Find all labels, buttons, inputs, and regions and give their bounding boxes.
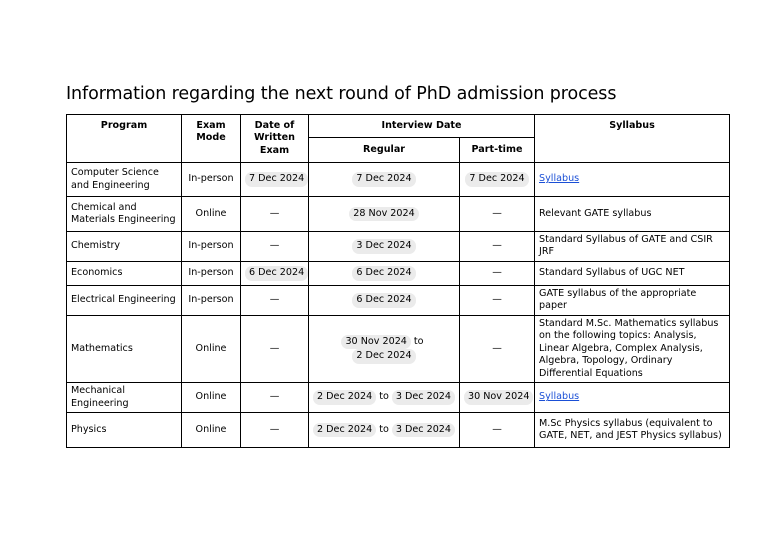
table-row <box>67 315 730 382</box>
regular-interview-cell <box>309 232 460 262</box>
program-cell: Economics <box>67 261 182 285</box>
exam-mode-cell: Online <box>182 413 241 448</box>
header-exam-mode: Exam Mode <box>182 115 241 163</box>
date-chip: 6 Dec 2024 <box>245 266 308 280</box>
syllabus-cell: Standard Syllabus of GATE and CSIR JRF <box>535 232 730 262</box>
page-title: Information regarding the next round of PhD admission process <box>66 84 617 104</box>
range-separator: to <box>413 335 424 347</box>
table-row <box>67 285 730 315</box>
exam-mode-cell: In-person <box>182 163 241 197</box>
range-separator: to <box>379 423 389 435</box>
exam-mode-cell: In-person <box>182 285 241 315</box>
table-row <box>67 383 730 413</box>
exam-mode-cell: In-person <box>182 232 241 262</box>
syllabus-cell: M.Sc Physics syllabus (equivalent to GATE, NET, and JEST Physics syllabus) <box>535 413 730 448</box>
program-cell: Mathematics <box>67 315 182 382</box>
date-chip: 7 Dec 2024 <box>465 172 528 186</box>
date-chip: 3 Dec 2024 <box>352 239 415 253</box>
regular-interview-cell <box>309 261 460 285</box>
part-time-interview-cell: — <box>460 285 535 315</box>
table-row <box>67 261 730 285</box>
written-exam-date-cell: — <box>241 413 309 448</box>
syllabus-cell: Standard M.Sc. Mathematics syllabus on the following topics: Analysis, Linear Algebra, Complex Analysis, Algebra, Topology, Ordinary Differential Equations <box>535 315 730 382</box>
written-exam-date-cell: — <box>241 383 309 413</box>
part-time-interview-cell <box>460 383 535 413</box>
regular-interview-cell <box>309 285 460 315</box>
regular-interview-cell <box>309 163 460 197</box>
syllabus-cell <box>535 163 730 197</box>
part-time-interview-cell: — <box>460 315 535 382</box>
regular-interview-cell <box>309 315 460 382</box>
syllabus-link[interactable]: Syllabus <box>539 391 580 403</box>
date-chip: 28 Nov 2024 <box>349 207 418 221</box>
part-time-interview-cell: — <box>460 197 535 232</box>
table-row <box>67 232 730 262</box>
written-exam-date-cell: — <box>241 197 309 232</box>
date-chip: 30 Nov 2024 <box>464 390 533 404</box>
syllabus-cell <box>535 383 730 413</box>
header-syllabus: Syllabus <box>535 115 730 163</box>
part-time-interview-cell <box>460 163 535 197</box>
written-exam-date-cell: — <box>241 315 309 382</box>
date-chip: 7 Dec 2024 <box>245 172 308 186</box>
exam-mode-cell: Online <box>182 315 241 382</box>
header-regular: Regular <box>309 138 460 163</box>
header-part-time: Part-time <box>460 138 535 163</box>
written-exam-date-cell: — <box>241 232 309 262</box>
table-row <box>67 163 730 197</box>
program-cell: Mechanical Engineering <box>67 383 182 413</box>
syllabus-cell: Standard Syllabus of UGC NET <box>535 261 730 285</box>
written-exam-date-cell: — <box>241 285 309 315</box>
range-separator: to <box>379 391 389 403</box>
written-exam-date-cell <box>241 261 309 285</box>
program-cell: Chemical and Materials Engineering <box>67 197 182 232</box>
regular-interview-cell <box>309 383 460 413</box>
program-cell: Physics <box>67 413 182 448</box>
part-time-interview-cell: — <box>460 413 535 448</box>
date-chip: 6 Dec 2024 <box>352 293 415 307</box>
written-exam-date-cell <box>241 163 309 197</box>
date-chip: 3 Dec 2024 <box>392 390 455 404</box>
date-chip: 30 Nov 2024 <box>341 335 410 349</box>
program-cell: Electrical Engineering <box>67 285 182 315</box>
date-chip: 6 Dec 2024 <box>352 266 415 280</box>
date-chip: 2 Dec 2024 <box>313 423 376 437</box>
regular-interview-cell <box>309 413 460 448</box>
header-program: Program <box>67 115 182 163</box>
part-time-interview-cell: — <box>460 232 535 262</box>
exam-mode-cell: In-person <box>182 261 241 285</box>
header-written-exam-date: Date of Written Exam <box>241 115 309 163</box>
date-chip: 2 Dec 2024 <box>352 349 415 363</box>
exam-mode-cell: Online <box>182 197 241 232</box>
program-cell: Computer Science and Engineering <box>67 163 182 197</box>
table-row <box>67 197 730 232</box>
regular-interview-cell <box>309 197 460 232</box>
syllabus-link[interactable]: Syllabus <box>539 173 580 185</box>
program-cell: Chemistry <box>67 232 182 262</box>
date-chip: 7 Dec 2024 <box>352 172 415 186</box>
date-chip: 3 Dec 2024 <box>392 423 455 437</box>
table-row <box>67 413 730 448</box>
syllabus-cell: GATE syllabus of the appropriate paper <box>535 285 730 315</box>
exam-mode-cell: Online <box>182 383 241 413</box>
header-interview-date: Interview Date <box>309 115 535 138</box>
date-chip: 2 Dec 2024 <box>313 390 376 404</box>
syllabus-cell: Relevant GATE syllabus <box>535 197 730 232</box>
part-time-interview-cell: — <box>460 261 535 285</box>
admission-table <box>66 114 730 448</box>
